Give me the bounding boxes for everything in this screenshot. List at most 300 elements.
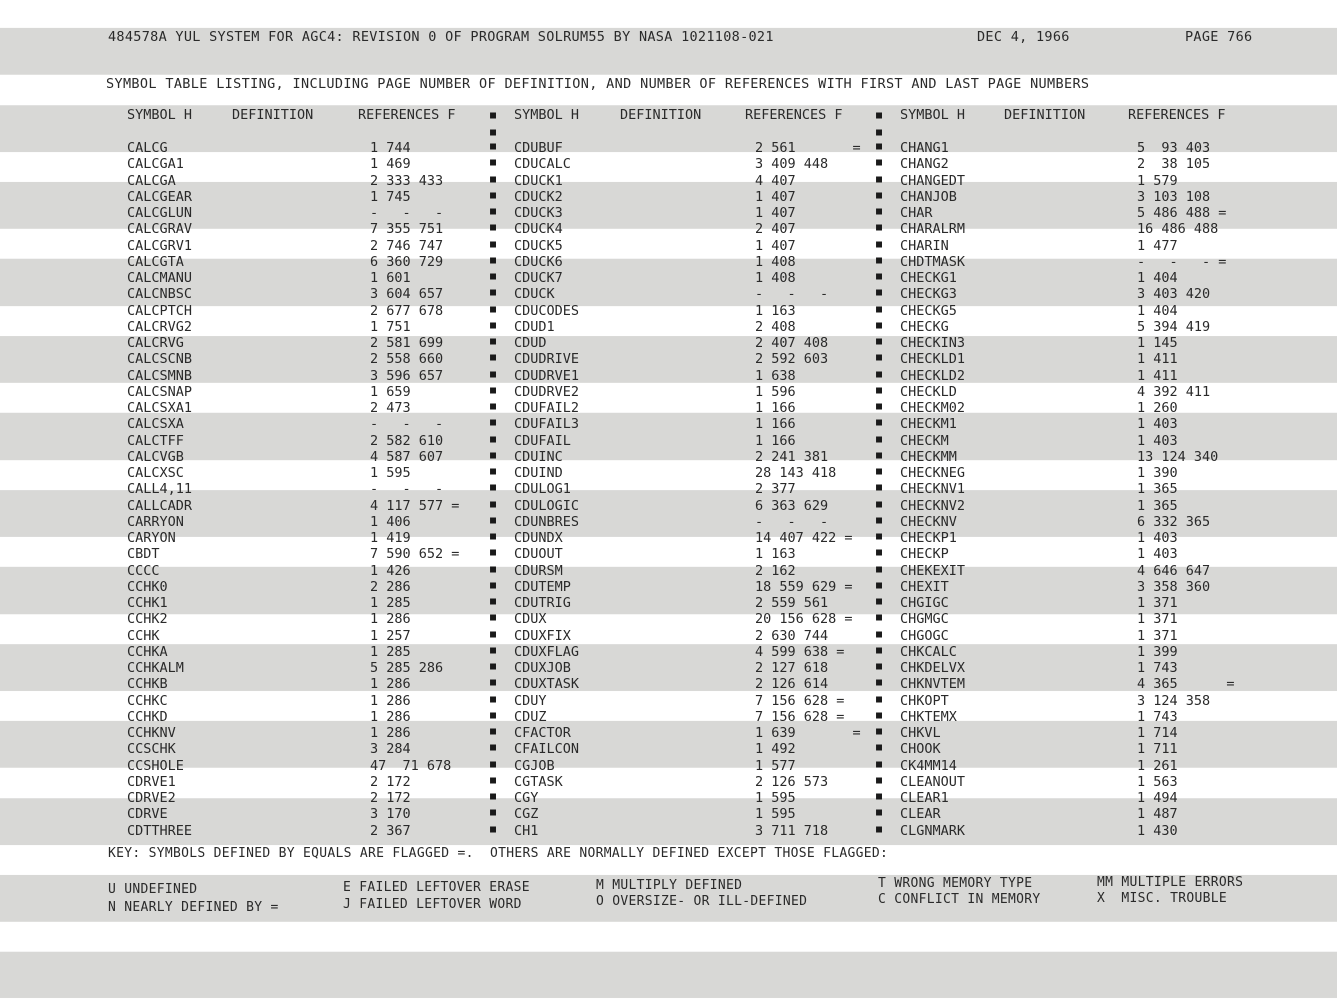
symbol-name: CDTTHREE [127,822,193,839]
column-separator-mark: ■ [490,222,497,234]
symbol-name: CALCGA [127,172,176,189]
symbol-name: CHECKG5 [900,302,957,319]
references-value: 2 127 618 [755,660,829,676]
column-separator-mark: ■ [490,254,497,266]
references-value: 1 426 [370,562,411,579]
references-header: REFERENCES F [358,107,456,123]
symbol-name: CHKOPT [900,692,949,709]
references-value: 4 117 577 = [370,497,460,514]
key-line: KEY: SYMBOLS DEFINED BY EQUALS ARE FLAGGED =. OTHERS ARE NORMALLY DEFINED EXCEPT THOSE FLAGGED: [108,846,889,861]
references-value: 1 163 [755,546,796,563]
references-value: 1 261 [1137,757,1178,774]
references-value: 7 156 628 = [755,708,845,725]
references-value: 4 365 = [1137,676,1235,693]
key-item: X MISC. TROUBLE [1097,891,1228,906]
references-value: - - - [755,286,829,303]
references-value: 2 38 105 [1137,156,1211,173]
references-value: 1 166 [755,432,796,449]
symbol-name: CHECKP [900,546,949,563]
symbol-name: CGY [514,790,539,806]
references-value: 1 365 [1137,481,1178,498]
references-value: 2 241 381 [755,448,829,465]
symbol-name: CGJOB [514,757,555,774]
column-separator-mark: ■ [490,514,497,526]
references-value: 1 659 [370,383,411,400]
references-value: 1 595 [755,790,796,806]
symbol-header: SYMBOL H [127,107,193,123]
symbol-name: CDUCK6 [514,253,563,270]
column-separator-mark: ■ [876,466,883,477]
references-value: 1 286 [370,611,411,628]
key-item: N NEARLY DEFINED BY = [108,900,279,915]
column-separator-mark: ■ [490,644,497,656]
symbol-name: CDUCK4 [514,221,563,238]
symbol-name: CDUXFIX [514,627,571,644]
key-item: O OVERSIZE- OR ILL-DEFINED [596,894,808,909]
listing-title: SYMBOL TABLE LISTING, INCLUDING PAGE NUMBER OF DEFINITION, AND NUMBER OF REFERENCES WITH FIRST AND LAST PAGE NUMBERS [106,76,1090,92]
references-value: 1 285 [370,595,411,611]
references-value: 2 581 699 [370,335,444,351]
definition-header: DEFINITION [232,107,314,123]
definition-header: DEFINITION [620,107,702,123]
column-separator-mark: ■ [876,661,883,672]
references-value: 1 711 [1137,741,1178,758]
references-value: 1 595 [755,806,796,823]
column-separator-mark: ■ [876,807,883,819]
column-separator-mark: ■ [876,547,883,559]
symbol-name: CDULOGIC [514,497,580,514]
references-value: 1 638 [755,367,796,384]
symbol-name: CCHKALM [127,660,184,676]
references-value: 2 561 = [755,140,861,156]
symbol-name: CFACTOR [514,725,571,741]
symbol-name: CLGNMARK [900,822,966,839]
references-value: 1 403 [1137,432,1178,449]
symbol-name: CDUIND [514,465,563,481]
symbol-name: CHECKM02 [900,400,966,416]
column-separator-mark: ■ [876,319,883,331]
symbol-name: CALL4,11 [127,481,193,498]
references-value: 2 126 614 [755,676,829,693]
symbol-name: CDUFAIL2 [514,400,580,416]
column-separator-mark: ■ [490,449,497,461]
column-separator-mark: ■ [876,368,883,380]
symbol-name: CHKCALC [900,643,957,660]
symbol-name: CHECKIN3 [900,335,966,351]
references-value: 1 469 [370,156,411,173]
column-separator-mark: ■ [876,336,883,347]
references-value: 47 71 678 [370,757,452,774]
references-value: 2 558 660 [370,351,444,368]
symbol-name: CDUD1 [514,318,555,335]
references-value: 1 487 [1137,806,1178,823]
symbol-name: CALCXSC [127,465,184,481]
symbol-name: CHECKM [900,432,949,449]
column-separator-mark: ■ [490,157,497,169]
column-separator-mark: ■ [490,758,497,770]
column-separator-mark: ■ [876,173,883,185]
column-separator-mark: ■ [876,612,883,624]
references-value: 7 590 652 = [370,546,460,563]
symbol-name: CALCVGB [127,448,184,465]
symbol-name: CHGOGC [900,627,949,644]
references-value: 1 365 [1137,497,1178,514]
symbol-name: CDUBUF [514,140,563,156]
column-separator-mark: ■ [876,579,883,591]
symbol-name: CHANGEDT [900,172,966,189]
symbol-name: CALCGLUN [127,205,193,221]
references-value: 3 103 108 [1137,188,1211,205]
symbol-name: CALCRVG2 [127,318,193,335]
symbol-name: CHECKLD2 [900,367,966,384]
column-separator-mark: ■ [490,352,497,364]
references-value: 1 166 [755,416,796,433]
references-value: 4 599 638 = [755,643,845,660]
key-item: MM MULTIPLE ERRORS [1097,875,1244,890]
symbol-name: CDUXFLAG [514,643,580,660]
symbol-name: CALLCADR [127,497,193,514]
column-separator-mark: ■ [876,514,883,526]
symbol-name: CBDT [127,546,160,563]
key-item: M MULTIPLY DEFINED [596,878,743,893]
column-separator-mark: ■ [490,823,497,835]
symbol-name: CDUCK2 [514,188,563,205]
symbol-name: CDUNDX [514,530,563,546]
column-separator-mark: ■ [876,596,883,607]
references-value: 2 407 [755,221,796,238]
references-value: - - - = [1137,253,1227,270]
symbol-name: CHKTEMX [900,708,957,725]
key-item: T WRONG MEMORY TYPE [878,876,1033,891]
column-separator-mark: ■ [490,319,497,331]
symbol-name: CDUINC [514,448,563,465]
column-separator-mark: ■ [490,141,497,152]
symbol-name: CDUCALC [514,156,571,173]
references-value: 1 371 [1137,611,1178,628]
symbol-name: CK4MM14 [900,757,957,774]
symbol-name: CLEAR1 [900,790,949,806]
symbol-name: CHECKG1 [900,270,957,286]
symbol-name: CCHK0 [127,578,168,595]
symbol-name: CHGIGC [900,595,949,611]
column-separator-mark: ■ [490,433,497,445]
symbol-name: CALCGRV1 [127,237,193,254]
references-value: 4 407 [755,172,796,189]
references-value: 2 172 [370,790,411,806]
column-separator-mark: ■ [490,401,497,412]
references-value: 1 404 [1137,302,1178,319]
column-separator-mark: ■ [490,693,497,705]
symbol-name: CHECKMM [900,448,957,465]
column-separator-mark: ■ [490,368,497,380]
references-value: 5 486 488 = [1137,205,1227,221]
references-value: 1 714 [1137,725,1178,741]
symbol-name: CCSCHK [127,741,176,758]
column-separator-mark: ■ [490,498,497,510]
symbol-name: CDUCK3 [514,205,563,221]
symbol-name: CHECKNV2 [900,497,966,514]
column-separator-mark: ■ [876,303,883,315]
references-value: 13 124 340 [1137,448,1219,465]
column-separator-mark: ■ [876,628,883,640]
symbol-name: CDUTEMP [514,578,571,595]
references-value: - - - [370,205,444,221]
references-value: 7 355 751 [370,221,444,238]
column-separator-mark: ■ [876,141,883,152]
column-separator-mark: ■ [876,206,883,217]
symbol-name: CCHKD [127,708,168,725]
column-separator-mark: ■ [490,742,497,754]
references-value: 1 163 [755,302,796,319]
symbol-name: CDUXTASK [514,676,580,693]
column-separator-mark: ■ [876,482,883,494]
column-separator-mark: ■ [876,742,883,754]
symbol-name: CALCSMNB [127,367,193,384]
column-separator-mark: ■ [490,612,497,624]
column-separator-mark: ■ [876,238,883,250]
symbol-name: CDULOG1 [514,481,571,498]
references-value: 1 257 [370,627,411,644]
symbol-name: CHECKNV [900,513,957,530]
column-separator-mark: ■ [490,563,497,575]
column-separator-mark: ■ [490,271,497,282]
references-value: 3 596 657 [370,367,444,384]
references-value: 2 172 [370,773,411,790]
references-value: 6 363 629 [755,497,829,514]
column-separator-mark: ■ [490,417,497,429]
symbol-name: CCHK2 [127,611,168,628]
references-value: 1 407 [755,205,796,221]
symbol-name: CHECKLD [900,383,957,400]
symbol-name: CHECKG [900,318,949,335]
column-separator-mark: ■ [490,628,497,640]
references-value: 1 399 [1137,643,1178,660]
references-value: 3 711 718 [755,822,829,839]
symbol-name: CDUDRVE1 [514,367,580,384]
references-value: 2 677 678 [370,302,444,319]
column-separator-mark: ■ [876,189,883,201]
symbol-name: CCHKC [127,692,168,709]
references-value: 1 595 [370,465,411,481]
references-value: 4 587 607 [370,448,444,465]
references-value: 1 751 [370,318,411,335]
references-value: 1 286 [370,676,411,693]
symbol-name: CALCRVG [127,335,184,351]
column-separator-mark: ■ [876,823,883,835]
column-separator-mark: ■ [876,110,883,121]
symbol-name: CDRVE [127,806,168,823]
symbol-name: CDURSM [514,562,563,579]
column-separator-mark: ■ [876,433,883,445]
references-value: 1 285 [370,643,411,660]
symbol-name: CDUX [514,611,547,628]
references-header: REFERENCES F [1128,107,1226,123]
symbol-name: CDRVE1 [127,773,176,790]
column-separator-mark: ■ [876,127,883,138]
symbol-name: CDUDRIVE [514,351,580,368]
symbol-name: CHKVL [900,725,941,741]
column-separator-mark: ■ [876,791,883,802]
references-value: 2 408 [755,318,796,335]
column-separator-mark: ■ [876,498,883,510]
references-value: 3 124 358 [1137,692,1211,709]
references-value: 2 333 433 [370,172,444,189]
program-header: 484578A YUL SYSTEM FOR AGC4: REVISION 0 OF PROGRAM SOLRUM55 BY NASA 1021108-021 [108,29,774,45]
symbol-name: CHECKG3 [900,286,957,303]
column-separator-mark: ■ [876,384,883,396]
references-value: 6 360 729 [370,253,444,270]
references-value: 1 406 [370,513,411,530]
symbol-name: CHECKNV1 [900,481,966,498]
column-separator-mark: ■ [490,774,497,786]
key-item: U UNDEFINED [108,882,198,897]
references-value: 1 563 [1137,773,1178,790]
column-separator-mark: ■ [490,189,497,201]
symbol-name: CHECKM1 [900,416,957,433]
column-separator-mark: ■ [490,466,497,477]
symbol-name: CALCSCNB [127,351,193,368]
column-separator-mark: ■ [490,482,497,494]
symbol-name: CHKNVTEM [900,676,966,693]
references-value: 2 582 610 [370,432,444,449]
references-value: 16 486 488 [1137,221,1219,238]
references-value: 1 579 [1137,172,1178,189]
symbol-name: CHDTMASK [900,253,966,270]
references-value: 1 371 [1137,627,1178,644]
symbol-name: CALCSXA [127,416,184,433]
references-value: 2 559 561 [755,595,829,611]
symbol-name: CDUFAIL [514,432,571,449]
symbol-name: CHANG1 [900,140,949,156]
references-value: 1 403 [1137,546,1178,563]
column-separator-mark: ■ [490,238,497,250]
references-value: 2 367 [370,822,411,839]
symbol-name: CDUCK7 [514,270,563,286]
references-value: 1 371 [1137,595,1178,611]
references-value: 1 145 [1137,335,1178,351]
symbol-name: CALCG [127,140,168,156]
symbol-name: CDUD [514,335,547,351]
column-separator-mark: ■ [490,709,497,721]
column-separator-mark: ■ [876,352,883,364]
references-value: 3 284 [370,741,411,758]
symbol-name: CHAR [900,205,933,221]
column-separator-mark: ■ [876,693,883,705]
references-value: 3 604 657 [370,286,444,303]
references-value: 3 403 420 [1137,286,1211,303]
column-separator-mark: ■ [876,222,883,234]
references-value: 1 743 [1137,660,1178,676]
references-value: 1 596 [755,383,796,400]
references-value: - - - [370,416,444,433]
column-separator-mark: ■ [876,254,883,266]
symbol-name: CGZ [514,806,539,823]
references-value: 2 592 603 [755,351,829,368]
symbol-name: CALCGTA [127,253,184,270]
column-separator-mark: ■ [490,303,497,315]
column-separator-mark: ■ [876,271,883,282]
references-value: 7 156 628 = [755,692,845,709]
column-separator-mark: ■ [490,791,497,802]
column-separator-mark: ■ [876,449,883,461]
column-separator-mark: ■ [490,807,497,819]
references-value: 14 407 422 = [755,530,853,546]
column-separator-mark: ■ [876,401,883,412]
print-date: DEC 4, 1966 [977,29,1070,45]
references-value: - - - [755,513,829,530]
column-separator-mark: ■ [876,287,883,299]
symbol-name: CDUXJOB [514,660,571,676]
symbol-name: CCHKB [127,676,168,693]
symbol-name: CALCPTCH [127,302,193,319]
column-separator-mark: ■ [490,287,497,299]
references-value: 3 170 [370,806,411,823]
references-value: 2 473 [370,400,411,416]
key-item: C CONFLICT IN MEMORY [878,892,1041,907]
symbol-name: CLEAR [900,806,941,823]
references-value: 2 746 747 [370,237,444,254]
column-separator-mark: ■ [490,110,497,121]
symbol-name: CHANJOB [900,188,957,205]
references-value: 1 407 [755,237,796,254]
references-value: 1 492 [755,741,796,758]
symbol-name: CHGMGC [900,611,949,628]
column-separator-mark: ■ [876,774,883,786]
references-header: REFERENCES F [745,107,843,123]
column-separator-mark: ■ [490,127,497,138]
references-value: 1 577 [755,757,796,774]
symbol-name: CHECKP1 [900,530,957,546]
references-value: 1 601 [370,270,411,286]
references-value: 1 477 [1137,237,1178,254]
column-separator-mark: ■ [876,563,883,575]
references-value: 4 392 411 [1137,383,1211,400]
symbol-name: CDUZ [514,708,547,725]
symbol-name: CHARALRM [900,221,966,238]
symbol-name: CALCSXA1 [127,400,193,416]
references-value: 3 409 448 [755,156,829,173]
references-value: 1 166 [755,400,796,416]
column-separator-mark: ■ [876,531,883,542]
key-item: J FAILED LEFTOVER WORD [343,897,522,912]
symbol-name: CDUY [514,692,547,709]
references-value: 1 404 [1137,270,1178,286]
column-separator-mark: ■ [490,661,497,672]
references-value: 1 419 [370,530,411,546]
column-separator-mark: ■ [490,547,497,559]
symbol-name: CALCNBSC [127,286,193,303]
symbol-name: CDUTRIG [514,595,571,611]
references-value: 3 358 360 [1137,578,1211,595]
page-number: PAGE 766 [1185,29,1253,45]
symbol-name: CDUCK1 [514,172,563,189]
references-value: 2 162 [755,562,796,579]
references-value: 1 390 [1137,465,1178,481]
references-value: 2 407 408 [755,335,829,351]
references-value: 5 285 286 [370,660,444,676]
references-value: 2 126 573 [755,773,829,790]
references-value: 5 93 403 [1137,140,1211,156]
column-separator-mark: ■ [490,579,497,591]
column-separator-mark: ■ [490,531,497,542]
references-value: - - - [370,481,444,498]
references-value: 1 639 = [755,725,861,741]
column-separator-mark: ■ [876,709,883,721]
symbol-name: CDUCODES [514,302,580,319]
symbol-name: CGTASK [514,773,563,790]
symbol-name: CDUDRVE2 [514,383,580,400]
column-separator-mark: ■ [490,677,497,689]
